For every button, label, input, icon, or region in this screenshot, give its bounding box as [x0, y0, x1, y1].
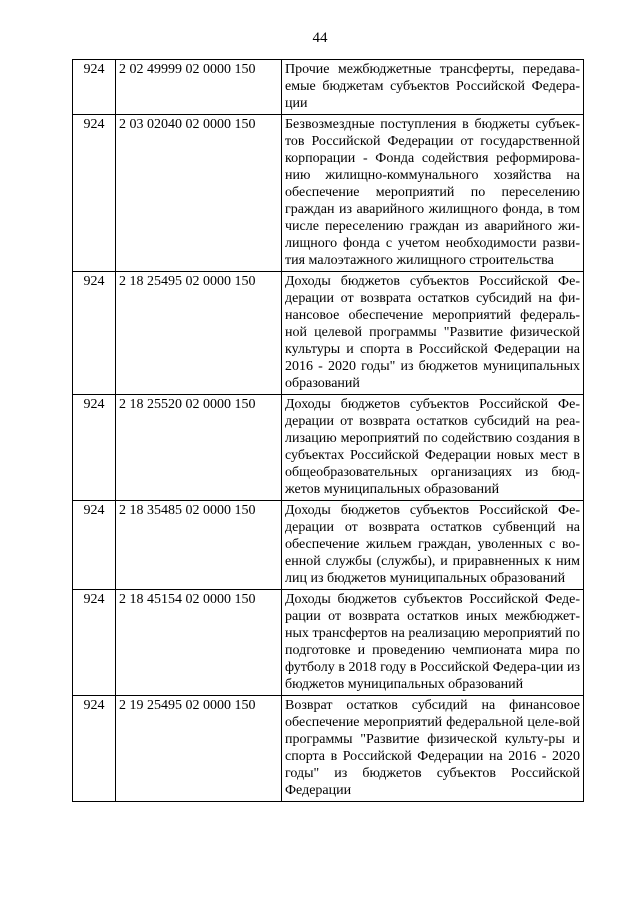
administrator-code: 924 — [73, 696, 116, 802]
revenue-description: Возврат остатков субсидий на финансовое обеспечение мероприятий федеральной целе-вой программы "Развитие физической культу-ры и спорта в Российской Федерации на 2016 - 2020 годы" из бюджетов субъектов Российской Федерации — [282, 696, 584, 802]
budget-classification-code: 2 02 49999 02 0000 150 — [116, 60, 282, 115]
revenue-description: Доходы бюджетов субъектов Российской Фе-дерации от возврата остатков субсидий на реа-лизацию мероприятий по содействию создания в субъектах Российской Федерации новых мест в общеобразовательных организациях из бюд-жетов муниципальных образований — [282, 395, 584, 501]
administrator-code: 924 — [73, 395, 116, 501]
budget-classification-code: 2 03 02040 02 0000 150 — [116, 115, 282, 272]
administrator-code: 924 — [73, 501, 116, 590]
budget-classification-code: 2 18 25520 02 0000 150 — [116, 395, 282, 501]
table-row — [73, 272, 584, 395]
administrator-code: 924 — [73, 590, 116, 696]
table-row — [73, 590, 584, 696]
revenue-description: Безвозмездные поступления в бюджеты субъек-тов Российской Федерации от государственной корпорации - Фонда содействия реформирова-нию жилищно-коммунального хозяйства на обеспечение мероприятий по переселению граждан из аварийного жилищного фонда, в том числе переселению граждан из аварийного жи-лищного фонда с учетом необходимости разви-тия малоэтажного жилищного строительства — [282, 115, 584, 272]
budget-classification-code: 2 18 25495 02 0000 150 — [116, 272, 282, 395]
revenue-description: Прочие межбюджетные трансферты, передава-емые бюджетам субъектов Российской Федера-ции — [282, 60, 584, 115]
table-row — [73, 501, 584, 590]
administrator-code: 924 — [73, 60, 116, 115]
administrator-code: 924 — [73, 115, 116, 272]
table-row — [73, 60, 584, 115]
revenue-description: Доходы бюджетов субъектов Российской Фе-дерации от возврата остатков субсидий на фи-нансовое обеспечение мероприятий федераль-ной целевой программы "Развитие физической культуры и спорта в Российской Федерации на 2016 - 2020 годы" из бюджетов муниципальных образований — [282, 272, 584, 395]
table-row — [73, 696, 584, 802]
table-row — [73, 395, 584, 501]
revenue-description: Доходы бюджетов субъектов Российской Феде-рации от возврата остатков иных межбюджет-ных трансфертов на реализацию мероприятий по подготовке и проведению чемпионата мира по футболу в 2018 году в Российской Федера-ции из бюджетов муниципальных образований — [282, 590, 584, 696]
budget-classification-code: 2 18 45154 02 0000 150 — [116, 590, 282, 696]
revenue-description: Доходы бюджетов субъектов Российской Фе-дерации от возврата остатков субвенций на обеспечение жильем граждан, уволенных с во-енной службы (службы), и приравненных к ним лиц из бюджетов муниципальных образований — [282, 501, 584, 590]
budget-classification-code: 2 18 35485 02 0000 150 — [116, 501, 282, 590]
table-row — [73, 115, 584, 272]
budget-code-table — [72, 59, 584, 802]
administrator-code: 924 — [73, 272, 116, 395]
budget-classification-code: 2 19 25495 02 0000 150 — [116, 696, 282, 802]
page-number: 44 — [312, 30, 328, 46]
